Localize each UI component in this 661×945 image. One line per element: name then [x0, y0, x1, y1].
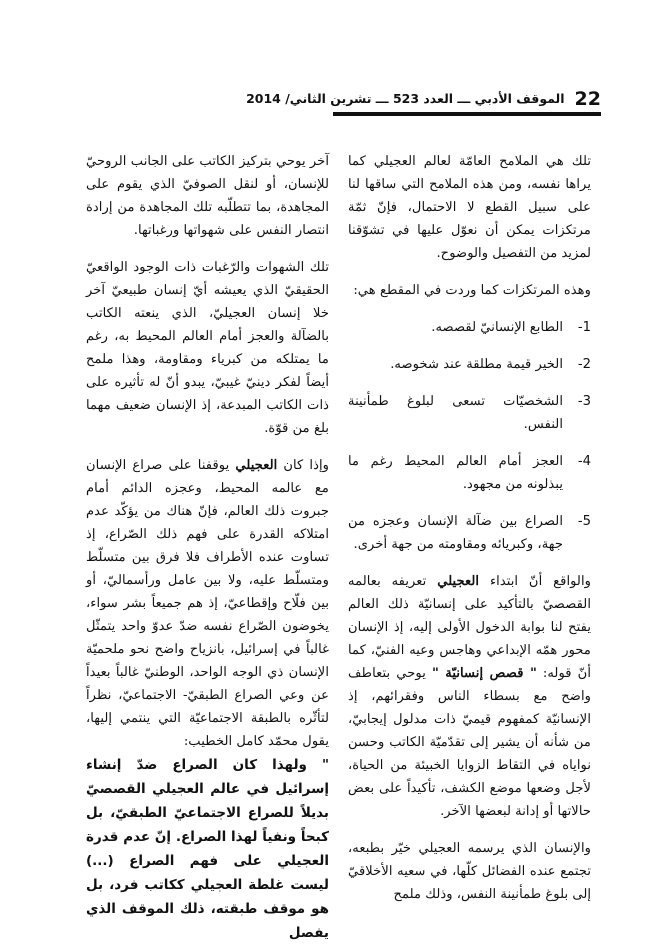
running-head: الموقف الأدبي ـــ العدد 523 ـــ تشرين الثاني/ 2014 [246, 91, 565, 106]
author-name: العجيلي [437, 574, 480, 589]
list-item [348, 390, 591, 436]
list-item [348, 450, 591, 496]
list-number: 3- [577, 394, 591, 409]
block-quote: " ولهذا كان الصراع ضدّ إنشاء إسرائيل في عالم العجيلي القصصيّ بديلاً للصراع الاجتماعيّ الطبقيّ، بل كبحاً ونفياً لهذا الصراع. إنّ عدم قدرة العجيلي على فهم الصراع (...) ليست غلطة العجيلي ككاتب فرد، بل هو موقف طبقته، ذلك الموقف الذي يفصل [86, 757, 329, 941]
paragraph: تلك هي الملامح العامّة لعالم العجيلي كما يراها نفسه، ومن هذه الملامح التي ساقها لنا على سبيل القطع لا الاحتمال، فإنّ ثمّة مرتكزات يمكن أن نعوّل عليها في تشوّقنا لمزيد من التفصيل والوضوح. [348, 154, 591, 261]
text-run: وإذا كان [283, 458, 329, 473]
list-text: العجز أمام العالم المحيط رغم ما يبذلونه من مجهود. [348, 454, 563, 492]
author-name: العجيلي [235, 458, 278, 473]
list-text: الصراع بين ضآلة الإنسان وعجزه من جهة، وكبريائه ومقاومته من جهة أخرى. [348, 514, 563, 552]
paragraph [86, 454, 329, 753]
inline-quote: " قصص إنسانيّة " [431, 666, 537, 681]
list-number: 1- [577, 320, 591, 335]
text-run: والواقع أنّ ابتداء [489, 574, 591, 589]
text-run: تعريفه بعالمه القصصيّ بالتأكيد على إنسانيّة ذلك العالم يفتح لنا بوابة الدخول الأولى إليه، إذ الإنسان محور همّه الإبداعي وهاجس وعيه الفنيّ، كما أنّ قوله: [348, 574, 591, 681]
page-header [246, 84, 601, 110]
list-text: الخير قيمة مطلقة عند شخوصه. [390, 357, 563, 372]
paragraph: والإنسان الذي يرسمه العجيلي خيّر بطبعه، تجتمع عنده الفضائل كلّها، في سعيه الأخلاقيّ إلى بلوغ طمأنينة النفس، وذلك ملمح [348, 841, 591, 902]
paragraph: وهذه المرتكزات كما وردت في المقطع هي: [353, 283, 591, 298]
list-item [348, 353, 591, 376]
list-number: 4- [577, 454, 591, 469]
paragraph: آخر يوحي بتركيز الكاتب على الجانب الروحيّ للإنسان، أو لنقل الصوفيّ الذي يقوم على المجاهدة، بما تتطلّبه تلك المجاهدة من إرادة انتصار النفس على شهواتها ورغباتها. [86, 154, 329, 238]
header-rule [333, 112, 601, 116]
text-run: يوقفنا على صراع الإنسان مع عالمه المحيط، وعجزه الدائم أمام جبروت ذلك العالم، فإنّ هناك من يؤكّد عدم امتلاكه القدرة على فهم ذلك الصّراع، إذ تساوت عنده الأطراف فلا فرق بين متسلّط ومتسلّط عليه، ولا بين عامل ورأسماليّ، أو بين فلّاح وإقطاعيّ، إذ هم جميعاً بشر سواء، يخوضون الصّراع نفسه ضدّ عدوّ واحد يتمثّل غالباً في إسرائيل، بانزياح واضح نحو ملحميّة الإنسان ذي الوجه الواحد، الوطنيّ غالباً بعيداً عن وعي الصراع الطبقيّ- الاجتماعيّ، نظراً لتأثّره بالطبقة الاجتماعيّة التي ينتمي إليها، يقول محمّد كامل الخطيب: [86, 458, 329, 749]
list-text: الشخصيّات تسعى لبلوغ طمأنينة النفس. [348, 394, 563, 432]
list-number: 5- [577, 514, 591, 529]
list-item [348, 316, 591, 339]
right-column [348, 150, 591, 906]
paragraph: تلك الشهوات والرّغبات ذات الوجود الواقعيّ الحقيقيّ الذي يعيشه أيّ إنسان طبيعيّ آخر خلا إنسان العجيليّ، الذي ينعته الكاتب بالضآلة والعجز أمام العالم المحيط به، رغم ما يمتلكه من كبرياء ومقاومة، وهذا ملمح أيضاً لفكر دينيّ غيبيّ، يبدو أنّ له تأثيره على ذات الكاتب المبدعة، إذ الإنسان ضعيف مهما بلغ من قوّة. [86, 260, 329, 436]
list-item [348, 510, 591, 556]
page-number: 22 [574, 88, 601, 110]
points-list [348, 316, 591, 556]
text-run: يوحي بتعاطف واضح مع بسطاء الناس وفقرائهم، إذ الإنسانيّة كمفهوم قيميّ ذات مدلول إيجابيّ، من شأنه أن يشير إلى تقدّميّة الكاتب وحسن نواياه في التقاط الزوايا الخبيئة من الحياة، لأجل وضعها موضع الكشف، تأكيداً على بعض حالاتها أو إدانة لبعضها الآخر. [348, 666, 591, 819]
left-column [86, 150, 329, 945]
list-text: الطابع الإنسانيّ لقصصه. [431, 320, 563, 335]
paragraph [348, 570, 591, 823]
list-number: 2- [577, 357, 591, 372]
